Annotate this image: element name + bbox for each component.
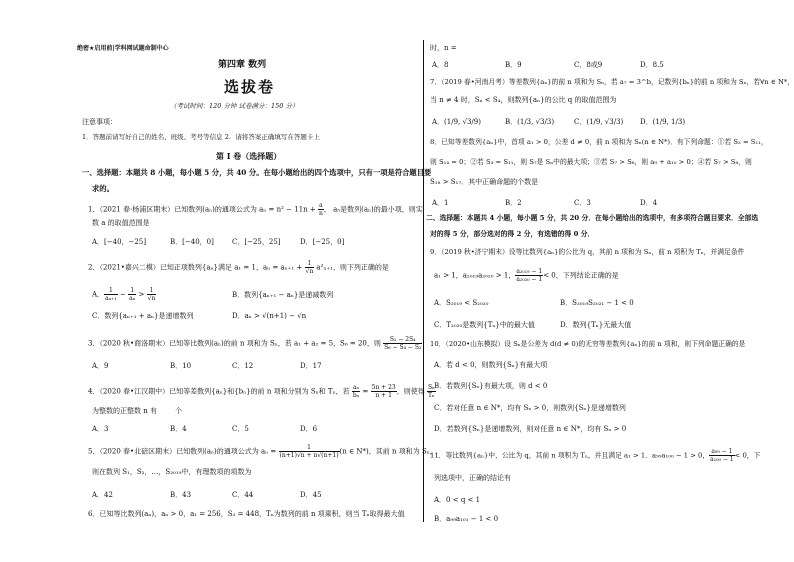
q3-option-d[interactable]: D．17 [300,362,322,370]
q3-option-b[interactable]: B．10 [170,362,192,370]
question-11-cont: 列选项中，正确的结论有 [434,474,511,482]
question-11: 11．等比数列{aₙ}中，公比为 q，其前 n 项积为 Tₙ，并且满足 a₁ > 1．a₉₉a₁₀₀ − 1 > 0， $\frac{\text{a₉₉ − 1}}{\text{a₁₀₀ − 1}}$ < 0，下 [430,448,761,463]
notes-item: 1．答题前请写好自己的姓名、班级、考号等信息 2．请将答案正确填写在答题卡上 [82,133,320,141]
q4-option-b[interactable]: B．4 [170,425,187,433]
q1-option-c[interactable]: C．[−25，25] [232,238,281,246]
q9-option-a[interactable]: A．S₂₀₁₉ < S₂₀₂₀ [434,299,489,307]
q8-option-c[interactable]: C．3 [574,199,591,207]
question-9: 9．（2019 秋•济宁期末）设等比数列{aₙ}的公比为 q，其前 n 项和为 Sₙ，前 n 项积为 Tₙ，并满足条件 [430,248,745,256]
question-6: 6．已知等比数列(aₙ)，aₙ > 0，a₁ = 256，S₃ = 448，Tₙ为数列的前 n 项乘积，则当 Tₙ取得最大值 [88,510,405,518]
section2-heading: 二、选择题：本题共 4 小题，每小题 5 分，共 20 分．在每小题给出的选项中，有多项符合题目要求．全部选 [426,214,759,222]
q1-option-d[interactable]: D．[−25，0] [300,238,345,246]
question-8: 8．已知等差数列{aₙ}中，首项 a₁ > 0，公差 d ≠ 0，前 n 项和为 Sₙ(n ∈ N*)．有下列命题：①若 S₃ = S₁₁， [430,138,768,146]
exam-info: （考试时间：120 分钟 试卷满分：150 分） [170,102,299,110]
q3-option-a[interactable]: A．9 [92,362,109,370]
part1-title: 第 I 卷（选择题） [216,151,282,161]
secret-header: 绝密★启用前|学科网试题命制中心 [77,45,169,52]
q4-option-c[interactable]: C．5 [232,425,249,433]
q6-tail: 时，n = [430,44,457,52]
question-8-cont: 则 S₁₄ = 0；②若 S₃ = S₁₁，则 S₇是 Sₙ中的最大项；③若 S₇ > S₈，则 a₉ + a₁₀ > 0；④若 S₇ > S₈，则 [430,158,752,166]
page-title: 选拔卷 [224,78,276,96]
q2-option-a[interactable]: A． $\frac{1}{\text{aₙ₊₁}}$ − $\frac{1}{\text{aₙ}}$ > $\frac{1}{√n}$ [92,287,156,302]
q10-option-d[interactable]: D．若数列{Sₙ}是递增数列，则对任意 n ∈ N*，均有 Sₙ > 0 [434,425,627,433]
q4-option-a[interactable]: A．3 [92,425,109,433]
q10-option-c[interactable]: C．若对任意 n ∈ N*，均有 Sₙ > 0，则数列{Sₙ}是递增数列 [434,404,626,412]
q9-option-b[interactable]: B．S₂₀₁₉S₂₀₂₁ − 1 < 0 [560,299,634,307]
q3-option-c[interactable]: C．12 [232,362,254,370]
q11-option-b[interactable]: B．a₉₉a₁₀₁ − 1 < 0 [434,515,499,523]
q2-option-b[interactable]: B．数列{aₙ₊₁ − aₙ}是递减数列 [232,291,334,299]
question-1-cont: 数 a 的取值范围是 [92,219,150,227]
question-4: 4．（2020 春•江汉期中）已知等差数列{aₙ}和{bₙ}的前 n 项和分别为 Sₙ和 Tₙ，若 $\frac{\text{aₙ}}{\text{bₙ}}$ = $\frac{5n + 23}{n + 1}$ ，则使得 $\frac{\text{Sₙ}}{\text{Tₙ}}$ [88,384,435,399]
section1-heading-cont: 求的。 [92,184,114,193]
question-4-cont: 为整数的正整数 n 有 个 [92,407,182,415]
q6-option-c[interactable]: C．8或9 [574,61,603,69]
q10-option-a[interactable]: A．若 d < 0，则数列{Sₙ}有最大项 [434,361,548,369]
q8-option-d[interactable]: D．4 [640,199,658,207]
q6-option-b[interactable]: B．9 [505,61,522,69]
question-7: 7．（2019 春•河南月考）等差数列{aₙ}的前 n 项和为 Sₙ，若 a₇ = 3^b，记数列{bₙ}的前 n 项和为 Sₙ，若∀n ∈ N*， [430,78,794,86]
q8-option-a[interactable]: A．1 [432,199,449,207]
q7-option-a[interactable]: A．(1/9, √3/9) [432,118,481,126]
q7-option-b[interactable]: B．(1/3, √3/3) [505,118,555,126]
q11-option-a[interactable]: A．0 < q < 1 [434,496,481,504]
q5-option-c[interactable]: C．44 [232,491,254,499]
q6-option-a[interactable]: A．8 [432,61,449,69]
question-9-cont: a₁ > 1，a₂₀₁₉a₂₀₂₀ > 1， $\frac{\text{a₂₀₁₉ − 1}}{\text{a₂₀₂₀ − 1}}$ < 0，下列结论正确的是 [434,268,619,283]
q7-option-c[interactable]: C．(1/9, √3/3) [574,118,624,126]
chapter-title: 第四章 数列 [218,60,267,70]
q5-option-a[interactable]: A．42 [92,491,113,499]
q9-option-c[interactable]: C．T₂₀₂₀是数列{Tₙ}中的最大值 [434,321,535,329]
q6-option-d[interactable]: D．8.5 [640,61,664,69]
question-2: 2．（2021•嘉兴二模）已知正项数列{aₙ}满足 a₁ = 1，aₙ = aₙ₊₁ + $\frac{1}{√n}$ a²ₙ₊₁，则下列正确的是 [88,260,389,275]
q1-option-a[interactable]: A．[−40，−25] [92,238,147,246]
section2-heading-cont: 对的得 5 分，部分选对的得 2 分，有选错的得 0 分． [430,230,595,238]
question-8-cont2: S₁₈ > S₁₇．其中正确命题的个数是 [430,178,539,186]
section1-heading: 一、选择题：本题共 8 小题，每小题 5 分，共 40 分。在每小题给出的四个选项中，只有一项是符合题目要 [82,168,432,177]
q2-option-d[interactable]: D．aₙ > √(n+1) − √n [232,312,307,320]
q10-option-b[interactable]: B．若数列{Sₙ}有最大项，则 d < 0 [434,382,548,390]
question-3: 3．（2020 秋•商洛期末）已知等比数列(aₙ)的前 n 项和为 Sₙ，若 a₁ + a₂ = 5，S₆ = 20，则 $\frac{\text{S₂ − 2S₄}}{\text{S₆ − S₄ − S₂}}$ [88,336,422,351]
notes-heading: 注意事项： [82,118,117,126]
q1-option-b[interactable]: B．[−40，0] [170,238,214,246]
q7-option-d[interactable]: D．(1/9, 1/3) [640,118,686,126]
question-5: 5．（2020 春•北碚区期末）已知数列(aₙ)的通项公式为 aₙ = $\frac{1}{(n+1)√n + n√(n+1)}$ (n ∈ N*)，其前 n 项和为 Sₙ， [88,444,437,459]
question-10: 10．（2020•山东模拟）设 Sₙ是公差为 d(d ≠ 0)的无穷等差数列{aₙ}的前 n 项和，则下列命题正确的是 [430,340,746,348]
question-5-cont: 则在数列 S₁，S₂，…，S₂₀₁₉中，有理数项的项数为 [92,468,252,476]
q4-option-d[interactable]: D．6 [300,425,318,433]
question-1: 1．（2021 春·杨浦区期末）已知数列(aₙ)的通项公式为 aₙ = n² − 11n + $\frac{a}{n}$ ， a₅是数列(aₙ)的最小项，则实 [88,202,423,217]
q5-option-b[interactable]: B．43 [170,491,192,499]
q2-option-c[interactable]: C．数列{aₙ₊₁ + aₙ}是递增数列 [92,312,194,320]
q8-option-b[interactable]: B．2 [505,199,522,207]
question-7-cont: 当 n ≠ 4 时，Sₙ < S₄，则数列{aₙ}的公比 q 的取值范围为 [430,96,617,104]
q9-option-d[interactable]: D．数列{Tₙ}无最大值 [560,321,632,329]
q5-option-d[interactable]: D．45 [300,491,322,499]
